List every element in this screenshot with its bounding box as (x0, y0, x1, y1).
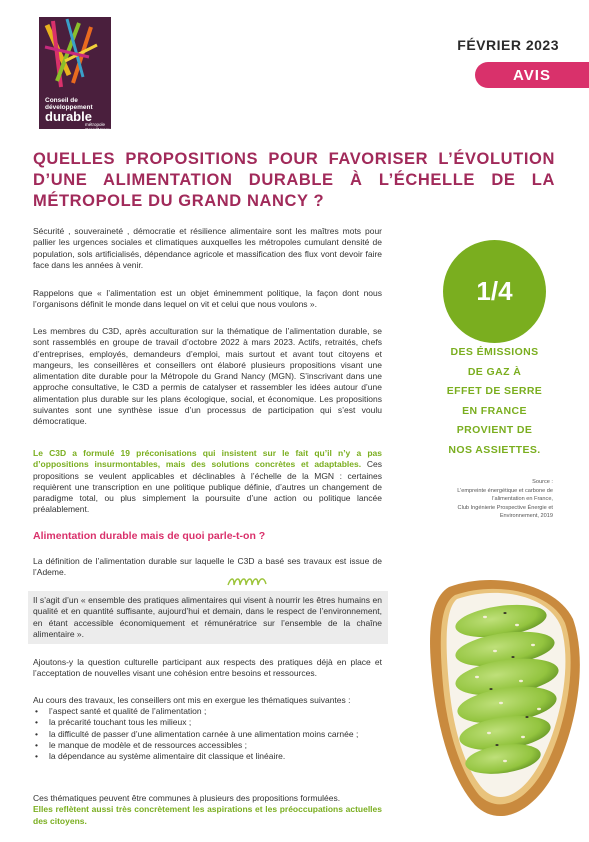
logo-text-5: GrandNancy (85, 127, 111, 132)
source-line: L’empreinte énergétique et carbone de (457, 487, 553, 494)
paragraph-text: Ces propositions se veulent applicables et déclinables à l’échelle de la MGN : certaines requièrent une transcription en une politique publique définie, d’autres un changement de paradigme total, ou plus simplement la poursuite d’une action ou politique lancée préalablement. (33, 459, 382, 515)
paragraph-culture: Ajoutons-y la question culturelle participant aux respects des pratiques déjà en place et l’acceptation de nouvelles visant une cohésion entre besoins et ressources. (33, 657, 382, 679)
logo-text-2: développement (45, 104, 93, 111)
source-line: Club Ingénierie Prospective Énergie et (457, 504, 553, 511)
logo-text-3: durable (45, 109, 92, 124)
source-line: Environnement, 2019 (499, 513, 553, 520)
section-heading: Alimentation durable mais de quoi parle-t-on ? (33, 530, 266, 542)
stat-caption (428, 343, 561, 460)
logo-text-4: métropole (85, 122, 106, 127)
publication-date: FÉVRIER 2023 (457, 37, 559, 53)
list-item: • l’aspect santé et qualité de l’alimentation ; (33, 706, 382, 717)
list-item: • la précarité touchant tous les milieux ; (33, 717, 382, 728)
stat-caption-line: NOS ASSIETTES. (448, 443, 541, 456)
avocado-toast-image (405, 565, 589, 827)
list-item: • le manque de modèle et de ressources accessibles ; (33, 740, 382, 751)
stat-circle: 1/4 (443, 240, 546, 343)
highlight-text: Elles reflètent aussi très concrètement les aspirations et les préoccupations actuelles des citoyens. (33, 804, 382, 826)
stat-caption-line: DES ÉMISSIONS (450, 346, 539, 358)
source-note (420, 478, 553, 521)
themes-list (33, 706, 382, 762)
logo-text-1: Conseil de (45, 97, 78, 104)
logo (39, 17, 111, 132)
paragraph-definition: La définition de l’alimentation durable sur laquelle le C3D a basé ses travaux est issue de l’Ademe. (33, 556, 382, 578)
paragraph-conclusion (33, 793, 382, 827)
paragraph-intro: Sécurité , souveraineté , démocratie et résilience alimentaire sont les maîtres mots pour pallier les urgences sociales et climatiques auxquelles les métropoles cumulant densité de population, sols artificialisés, dépendance agricole et massification des flux vont devoir faire face dans les années à venir. (33, 226, 382, 270)
stat-caption-line: EN FRANCE (462, 404, 527, 417)
source-line: l’alimentation en France, (492, 496, 553, 503)
definition-quote: Il s’agit d’un « ensemble des pratiques alimentaires qui visent à nourrir les êtres humains en qualité et en quantité suffisante, aujourd’hui et demain, dans le respect de l’environnement, en étant accessible économiquement et rémunératrice sur l’ensemble de la chaîne alimentaire ». (33, 595, 382, 639)
doc-type-badge: AVIS (475, 62, 589, 88)
paragraph-text: Ces thématiques peuvent être communes à plusieurs des propositions formulées. (33, 793, 341, 803)
highlight-text: Le C3D a formulé 19 préconisations qui insistent sur le fait qu’il n’y a pas d’oppositions insurmontables, mais des solutions concrètes et adaptables. (33, 448, 382, 470)
logo-mark-icon (39, 17, 111, 97)
paragraph-members: Les membres du C3D, après acculturation sur la thématique de l’alimentation durable, se sont rassemblés en groupe de travail d’octobre 2022 à mars 2023. Actifs, retraités, chefs d’entreprises, employés, demandeurs d’emploi, mais surtout et avant tout citoyens et mangeurs, les conseillères et conseillers ont élaboré plusieurs propositions visant une alimentation dite durable pour la Métropole du Grand Nancy (MGN). S’inscrivant dans une approche consultative, le C3D a permis de catalyser et rassembler les idées autour d’une alimentation plus durable sur les plans écologique, social, et économique. Les propositions suivantes sont une synthèse issue d’un processus de participation qui s’est voulu démocratique. (33, 326, 382, 427)
stat-caption-line: PROVIENT DE (456, 424, 533, 436)
scribble-icon (226, 575, 268, 589)
stat-caption-line: DE GAZ À (467, 365, 522, 378)
stat-caption-line: EFFET DE SERRE (446, 385, 543, 397)
paragraph-themes-intro: Au cours des travaux, les conseillers ont mis en exergue les thématiques suivantes : (33, 695, 351, 705)
page-title: QUELLES PROPOSITIONS POUR FAVORISER L’ÉVOLUTION D’UNE ALIMENTATION DURABLE À L’ÉCHELLE DE LA MÉTROPOLE DU GRAND NANCY ? (33, 150, 555, 210)
list-item: • la difficulté de passer d’une alimentation carnée à une alimentation moins carnée ; (33, 729, 382, 740)
paragraph-quote: Rappelons que « l’alimentation est un objet éminemment politique, la façon dont nous l’organisons définit le monde dans lequel on vit et celui que nous voulons ». (33, 288, 382, 310)
paragraph-recommendations (33, 448, 382, 516)
source-line: Source : (532, 479, 553, 485)
list-item: • la dépendance au système alimentaire dit classique et linéaire. (33, 751, 382, 762)
